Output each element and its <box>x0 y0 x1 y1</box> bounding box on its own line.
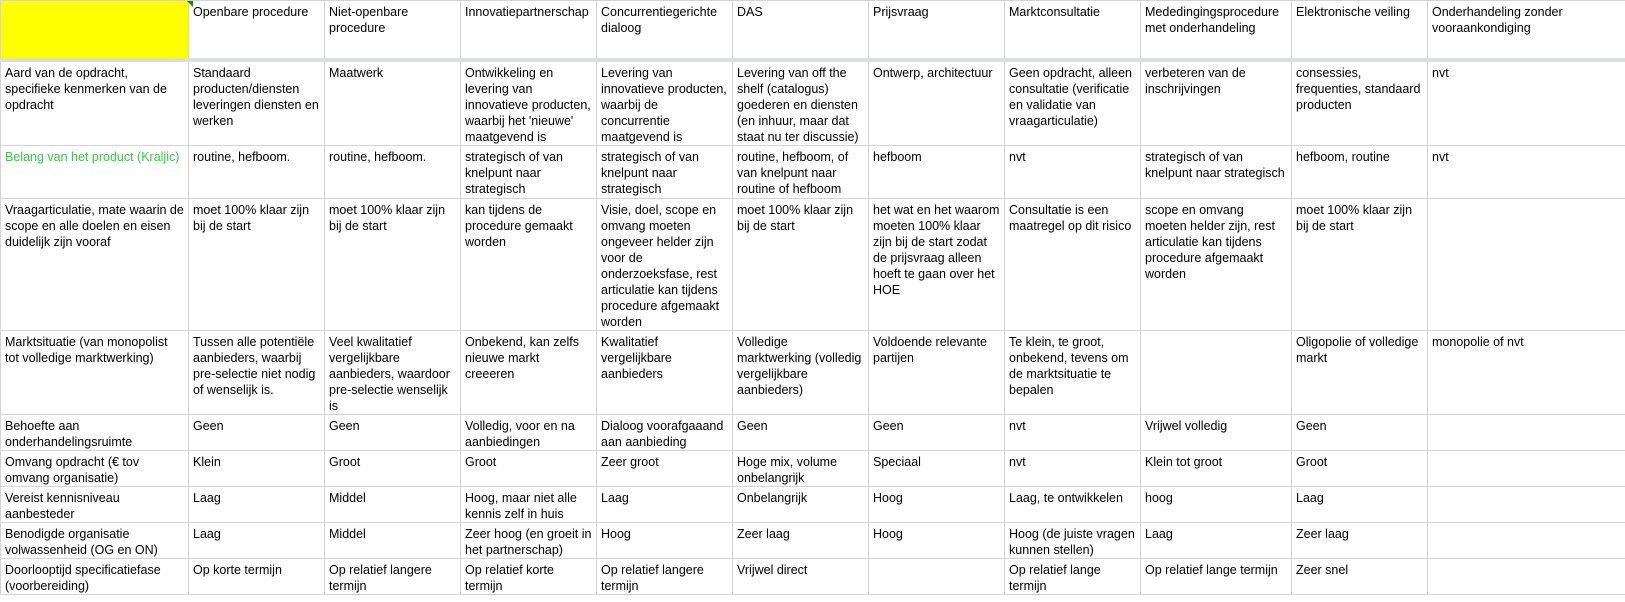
data-cell[interactable]: Op relatief lange termijn <box>1005 559 1141 595</box>
data-cell[interactable]: Maatwerk <box>325 60 461 146</box>
data-cell[interactable]: Laag, te ontwikkelen <box>1005 487 1141 523</box>
data-cell[interactable]: moet 100% klaar zijn bij de start <box>1292 199 1428 331</box>
data-cell[interactable]: hefboom <box>869 146 1005 199</box>
data-cell[interactable]: Hoog, maar niet alle kennis zelf in huis <box>461 487 597 523</box>
data-cell[interactable]: Te klein, te groot, onbekend, tevens om de marktsituatie te bepalen <box>1005 331 1141 415</box>
data-cell[interactable]: hoog <box>1141 487 1292 523</box>
data-cell[interactable]: Laag <box>1141 523 1292 559</box>
data-cell[interactable]: routine, hefboom. <box>189 146 325 199</box>
data-cell[interactable]: routine, hefboom, of van knelpunt naar routine of hefboom <box>733 146 869 199</box>
header-row <box>1 1 1625 61</box>
data-cell[interactable]: Geen <box>1292 415 1428 451</box>
row-label-cell[interactable]: Benodigde organisatie volwassenheid (OG en ON) <box>1 523 189 559</box>
data-cell[interactable]: nvt <box>1005 415 1141 451</box>
data-cell[interactable] <box>1428 487 1625 523</box>
data-cell[interactable]: Zeer snel <box>1292 559 1428 595</box>
data-cell[interactable]: moet 100% klaar zijn bij de start <box>325 199 461 331</box>
data-cell[interactable]: nvt <box>1428 146 1625 199</box>
data-cell[interactable]: Volledige marktwerking (volledig vergelijkbare aanbieders) <box>733 331 869 415</box>
data-cell[interactable]: verbeteren van de inschrijvingen <box>1141 60 1292 146</box>
data-cell[interactable]: Levering van off the shelf (catalogus) goederen en diensten (en inhuur, maar dat staat nu ter discussie) <box>733 60 869 146</box>
data-cell[interactable] <box>1141 331 1292 415</box>
data-cell[interactable]: Oligopolie of volledige markt <box>1292 331 1428 415</box>
data-cell[interactable]: Onbekend, kan zelfs nieuwe markt creeeren <box>461 331 597 415</box>
data-cell[interactable]: Laag <box>597 487 733 523</box>
data-cell[interactable]: Standaard producten/diensten leveringen diensten en werken <box>189 60 325 146</box>
data-cell[interactable]: Hoog <box>597 523 733 559</box>
data-cell[interactable]: Kwalitatief vergelijkbare aanbieders <box>597 331 733 415</box>
data-cell[interactable]: Zeer hoog (en groeit in het partnerschap) <box>461 523 597 559</box>
data-cell[interactable]: Geen <box>869 415 1005 451</box>
header-cell[interactable]: Marktconsultatie <box>1005 1 1141 61</box>
data-cell[interactable]: Op relatief langere termijn <box>325 559 461 595</box>
header-cell[interactable]: Elektronische veiling <box>1292 1 1428 61</box>
data-cell[interactable]: nvt <box>1005 146 1141 199</box>
row-label-cell[interactable]: Aard van de opdracht, specifieke kenmerken van de opdracht <box>1 60 189 146</box>
table-row <box>1 487 1625 523</box>
data-cell[interactable]: het wat en het waarom moeten 100% klaar zijn bij de start zodat de prijsvraag alleen hoeft te gaan over het HOE <box>869 199 1005 331</box>
data-cell[interactable]: Laag <box>1292 487 1428 523</box>
row-label-cell[interactable]: Marktsituatie (van monopolist tot volledige marktwerking) <box>1 331 189 415</box>
table-row <box>1 146 1625 199</box>
data-cell[interactable]: nvt <box>1005 451 1141 487</box>
header-cell[interactable]: Onderhandeling zonder vooraankondiging <box>1428 1 1625 61</box>
data-cell[interactable]: Groot <box>325 451 461 487</box>
data-cell[interactable]: Ontwerp, architectuur <box>869 60 1005 146</box>
data-cell[interactable]: Middel <box>325 487 461 523</box>
data-cell[interactable]: strategisch of van knelpunt naar strategisch <box>461 146 597 199</box>
data-cell[interactable]: nvt <box>1428 60 1625 146</box>
data-cell[interactable]: hefboom, routine <box>1292 146 1428 199</box>
data-cell[interactable]: Hoog <box>869 487 1005 523</box>
table-row <box>1 199 1625 331</box>
data-cell[interactable]: Op relatief langere termijn <box>597 559 733 595</box>
header-cell[interactable]: Prijsvraag <box>869 1 1005 61</box>
data-cell[interactable]: Tussen alle potentiële aanbieders, waarbij pre-selectie niet nodig of wenselijk is. <box>189 331 325 415</box>
data-cell[interactable] <box>1428 451 1625 487</box>
data-cell[interactable] <box>869 559 1005 595</box>
data-cell[interactable]: Laag <box>189 487 325 523</box>
data-cell[interactable]: Consultatie is een maatregel op dit risico <box>1005 199 1141 331</box>
data-cell[interactable] <box>1428 415 1625 451</box>
data-cell[interactable] <box>1428 559 1625 595</box>
data-cell[interactable]: strategisch of van knelpunt naar strategisch <box>597 146 733 199</box>
data-cell[interactable]: moet 100% klaar zijn bij de start <box>733 199 869 331</box>
data-cell[interactable]: Geen <box>325 415 461 451</box>
table-row <box>1 331 1625 415</box>
data-cell[interactable]: monopolie of nvt <box>1428 331 1625 415</box>
table-row <box>1 415 1625 451</box>
data-cell[interactable]: Volledig, voor en na aanbiedingen <box>461 415 597 451</box>
data-cell[interactable]: Laag <box>189 523 325 559</box>
data-cell[interactable]: Geen <box>733 415 869 451</box>
data-cell[interactable]: Groot <box>1292 451 1428 487</box>
data-cell[interactable]: Veel kwalitatief vergelijkbare aanbieders, waardoor pre-selectie wenselijk is <box>325 331 461 415</box>
header-cell[interactable]: Mededingingsprocedure met onderhandeling <box>1141 1 1292 61</box>
data-cell[interactable]: Hoge mix, volume onbelangrijk <box>733 451 869 487</box>
data-cell[interactable]: Vrijwel direct <box>733 559 869 595</box>
table-row <box>1 60 1625 146</box>
data-cell[interactable] <box>1428 199 1625 331</box>
data-cell[interactable]: Vrijwel volledig <box>1141 415 1292 451</box>
data-cell[interactable]: kan tijdens de procedure gemaakt worden <box>461 199 597 331</box>
header-cell[interactable]: DAS <box>733 1 869 61</box>
header-cell[interactable]: Concurrentiegerichte dialoog <box>597 1 733 61</box>
data-cell[interactable]: routine, hefboom. <box>325 146 461 199</box>
data-cell[interactable]: Op relatief korte termijn <box>461 559 597 595</box>
data-cell[interactable]: scope en omvang moeten helder zijn, rest articulatie kan tijdens procedure afgemaakt worden <box>1141 199 1292 331</box>
data-cell[interactable]: Levering van innovatieve producten, waarbij de concurrentie maatgevend is <box>597 60 733 146</box>
row-label-cell[interactable]: Omvang opdracht (€ tov omvang organisatie) <box>1 451 189 487</box>
row-label-cell[interactable]: Vraagarticulatie, mate waarin de scope en alle doelen en eisen duidelijk zijn vooraf <box>1 199 189 331</box>
data-cell[interactable]: Hoog <box>869 523 1005 559</box>
data-cell[interactable]: Zeer laag <box>733 523 869 559</box>
data-cell[interactable]: Visie, doel, scope en omvang moeten ongeveer helder zijn voor de onderzoeksfase, rest articulatie kan tijdens procedure afgemaakt worden <box>597 199 733 331</box>
data-cell[interactable]: Klein tot groot <box>1141 451 1292 487</box>
header-cell[interactable]: Niet-openbare procedure <box>325 1 461 61</box>
data-cell[interactable]: Geen opdracht, alleen consultatie (verificatie en validatie van vraagarticulatie) <box>1005 60 1141 146</box>
data-cell[interactable]: Op korte termijn <box>189 559 325 595</box>
table-row <box>1 559 1625 595</box>
data-cell[interactable] <box>1428 523 1625 559</box>
data-cell[interactable]: consessies, frequenties, standaard producten <box>1292 60 1428 146</box>
header-cell[interactable]: Innovatiepartnerschap <box>461 1 597 61</box>
row-label-cell[interactable]: Vereist kennisniveau aanbesteder <box>1 487 189 523</box>
data-cell[interactable]: Voldoende relevante partijen <box>869 331 1005 415</box>
data-cell[interactable]: Geen <box>189 415 325 451</box>
data-cell[interactable]: Dialoog voorafgaaand aan aanbieding <box>597 415 733 451</box>
data-cell[interactable]: Klein <box>189 451 325 487</box>
comment-marker-icon <box>187 1 193 7</box>
corner-cell[interactable] <box>1 1 189 61</box>
data-cell[interactable]: Hoog (de juiste vragen kunnen stellen) <box>1005 523 1141 559</box>
row-label-cell[interactable]: Belang van het product (Kraljic) <box>1 146 189 199</box>
table-row <box>1 523 1625 559</box>
row-label-cell[interactable]: Doorlooptijd specificatiefase (voorbereiding) <box>1 559 189 595</box>
data-cell[interactable]: Onbelangrijk <box>733 487 869 523</box>
header-cell[interactable]: Openbare procedure <box>189 1 325 61</box>
data-cell[interactable]: Middel <box>325 523 461 559</box>
data-cell[interactable]: Ontwikkeling en levering van innovatieve producten, waarbij het 'nieuwe' maatgevend is <box>461 60 597 146</box>
row-label-cell[interactable]: Behoefte aan onderhandelingsruimte <box>1 415 189 451</box>
data-cell[interactable]: Zeer laag <box>1292 523 1428 559</box>
data-cell[interactable]: Op relatief lange termijn <box>1141 559 1292 595</box>
table-row <box>1 451 1625 487</box>
data-cell[interactable]: Groot <box>461 451 597 487</box>
data-cell[interactable]: moet 100% klaar zijn bij de start <box>189 199 325 331</box>
data-cell[interactable]: Zeer groot <box>597 451 733 487</box>
data-cell[interactable]: strategisch of van knelpunt naar strategisch <box>1141 146 1292 199</box>
data-cell[interactable]: Speciaal <box>869 451 1005 487</box>
